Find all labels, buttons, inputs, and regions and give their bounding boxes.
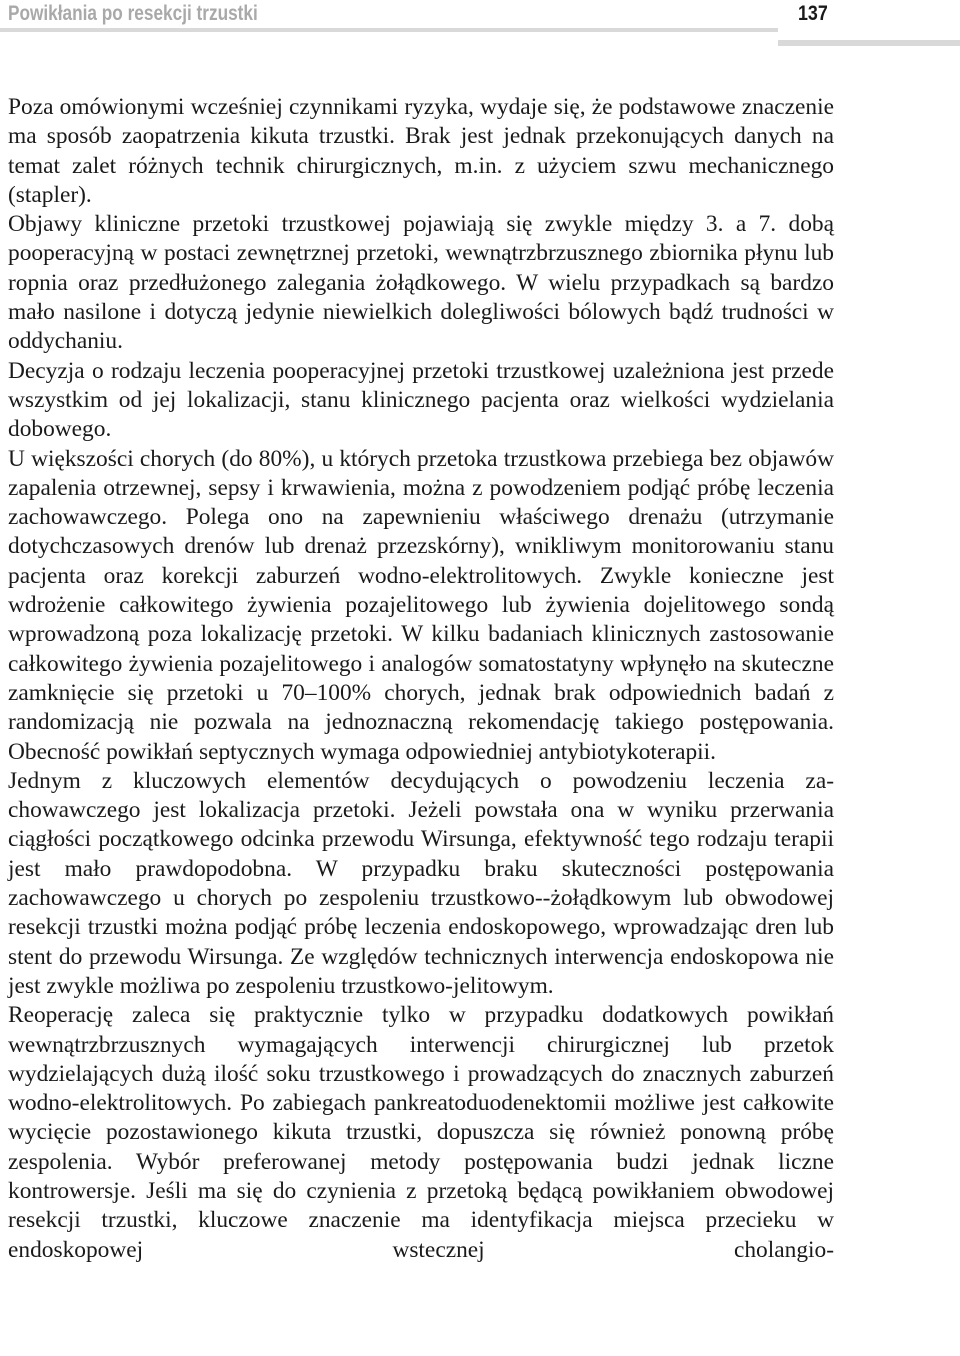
paragraph-stapler: Poza omówionymi wcześniej czynnikami ryzyka, wydaje się, że podstawowe znaczenie ma sposób zaopatrzenia kikuta trzustki. Brak jest jednak przekonujących danych na temat zalet różnych technik chirurgicznych, m.in. z użyciem szwu mechanicznego (stapler). xyxy=(8,94,834,208)
paragraph-decision: Decyzja o rodzaju leczenia pooperacyjnej przetoki trzustkowej uzależniona jest przede wszystkim od jej lokalizacji, stanu klinicznego pacjenta oraz wielkości wydzielania dobowego. xyxy=(8,357,834,443)
paragraph-conservative: U większości chorych (do 80%), u których przetoka trzustkowa przebiega bez objawów zapalenia otrzewnej, sepsy i krwawienia, można z powodzeniem podjąć próbę leczenia zachowawczego. Polega ono na zapewnieniu właściwego drenażu (utrzymanie dotychczasowych drenów lub drenaż przezskórny), wnikliwym monitorowaniu stanu pacjenta oraz korekcji zaburzeń wodno-elektrolitowych. Zwykle konieczne jest wdrożenie całkowitego żywienia pozajelitowego lub żywienia dojelitowego sondą wprowadzoną poza lokalizację przetoki. W kilku badaniach klinicznych zastosowanie całkowitego żywienia pozajelitowego i analogów somatostatyny wpłynęło na skuteczne zamknięcie się przetoki u 70–100% chorych, jednak brak odpowiednich badań z randomizacją nie pozwala na jednoznaczną rekomendację takiego postępowania. Obecność powikłań septycznych wymaga odpowiedniej antybiotykoterapii. xyxy=(8,445,834,765)
page-number: 137 xyxy=(798,2,828,25)
page-number-rule xyxy=(778,40,960,46)
paragraph-key-elements: Jednym z kluczowych elementów decydujących o powodzeniu leczenia zachowawczego jest lokalizacja przetoki. Jeżeli powstała ona w wyniku przerwania ciągłości początkowego odcinka przewodu Wirsunga, efektywność tego rodzaju terapii jest mało prawdopodobna. W przypadku braku skuteczności postępowania zachowawczego u chorych po zespoleniu trzustkowo-⁠-żołądkowym lub obwodowej resekcji trzustki można podjąć próbę leczenia endoskopowego, wprowadzając dren lub stent do przewodu Wirsunga. Ze względów technicznych interwencja endoskopowa nie jest zwykle możliwa po zespoleniu trzustkowo-jelitowym. xyxy=(8,767,834,999)
running-title: Powikłania po resekcji trzustki xyxy=(8,2,258,25)
paragraph-symptoms: Objawy kliniczne przetoki trzustkowej pojawiają się zwykle między 3. a 7. dobą pooperacyjną w postaci zewnętrznej przetoki, wewnątrzbrzusznego zbiornika płynu lub ropnia oraz przedłużonego zalegania żołądkowego. W wielu przypadkach są bardzo mało nasilone i dotyczą jedynie niewielkich dolegliwości bólowych bądź trudności w oddychaniu. xyxy=(8,211,834,355)
running-header xyxy=(0,0,960,40)
paragraph-reoperation: Reoperację zaleca się praktycznie tylko w przypadku dodatkowych powikłań wewnątrzbrzusznych wymagających interwencji chirurgicznej lub przetok wydzielających dużą ilość soku trzustkowego i prowadzących do znacznych zaburzeń wodno-elektrolitowych. Po zabiegach pankreatoduodenektomii możliwe jest całkowite wycięcie pozostawionego kikuta trzustki, dopuszcza się również ponowną próbę zespolenia. Wybór preferowanej metody postępowania budzi jednak liczne kontrowersje. Jeśli ma się do czynienia z przetoką będącą powikłaniem obwodowej resekcji trzustki, kluczowe znaczenie ma identyfikacja miejsca przecieku w endoskopowej wstecznej cholangio- xyxy=(8,1002,834,1263)
body-text xyxy=(8,93,834,1265)
